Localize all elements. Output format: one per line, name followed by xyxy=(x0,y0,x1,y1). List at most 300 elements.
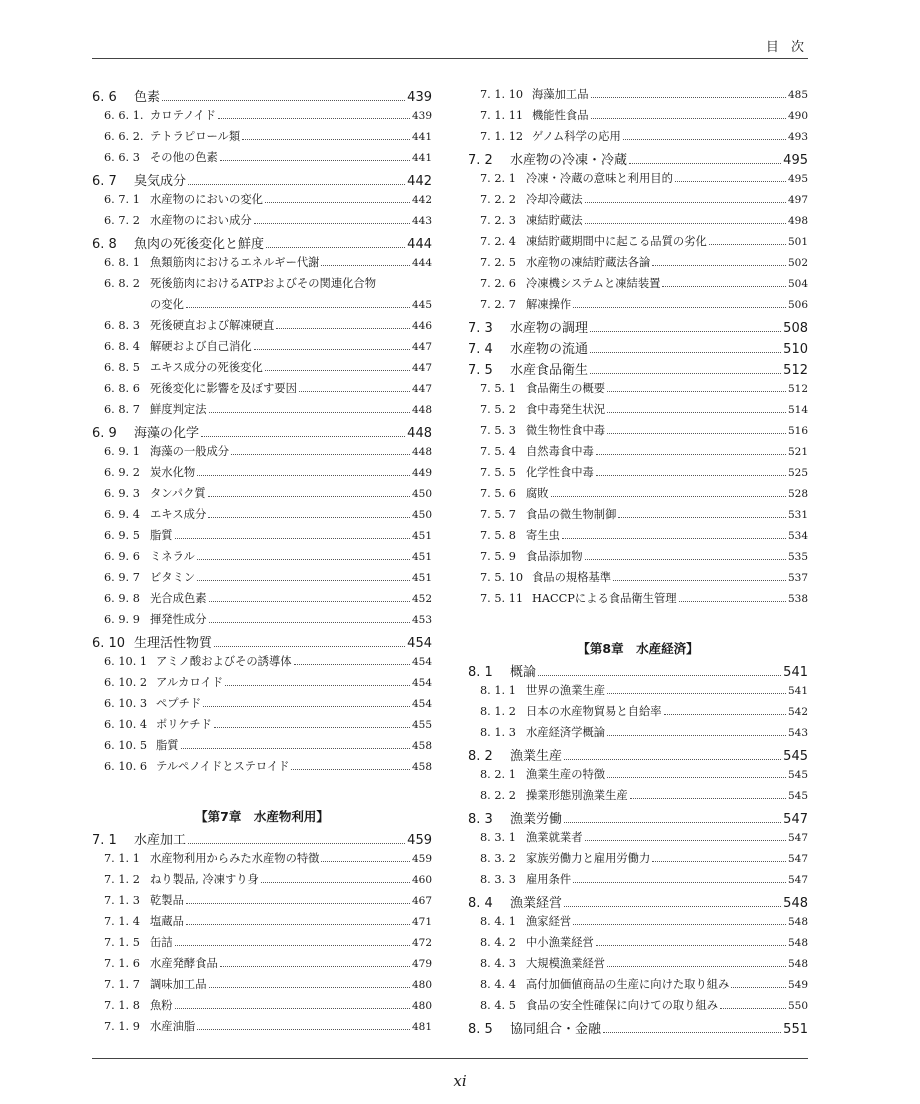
leader-dots xyxy=(662,286,786,287)
toc-entry-number: 6. 10. 6 xyxy=(104,760,148,773)
leader-dots xyxy=(186,903,410,904)
toc-subsection-entry[interactable] xyxy=(468,233,808,254)
toc-entry-number: 6. 7 xyxy=(92,174,117,189)
leader-dots xyxy=(590,373,781,374)
leader-dots xyxy=(585,840,786,841)
leader-dots xyxy=(564,759,781,760)
toc-entry-number: 6. 8. 2 xyxy=(104,277,140,290)
toc-subsection-entry[interactable] xyxy=(92,997,432,1018)
toc-subsection-entry[interactable] xyxy=(468,955,808,976)
toc-subsection-entry[interactable] xyxy=(468,275,808,296)
toc-entry-number: 6. 6 xyxy=(92,90,117,105)
toc-subsection-entry[interactable] xyxy=(468,401,808,422)
toc-entry-title: 微生物性食中毒 xyxy=(526,424,606,437)
toc-subsection-entry-continued[interactable] xyxy=(92,296,432,317)
toc-entry-page: 453 xyxy=(411,614,432,626)
toc-subsection-entry[interactable] xyxy=(92,338,432,359)
toc-entry-title: 魚類筋肉におけるエネルギー代謝 xyxy=(150,256,320,269)
leader-dots xyxy=(209,987,410,988)
toc-entry-title: 協同組合・金融 xyxy=(510,1022,602,1037)
toc-subsection-entry[interactable] xyxy=(92,871,432,892)
toc-entry-page: 458 xyxy=(411,740,432,752)
chapter-heading: 【第8章 水産経済】 xyxy=(577,641,699,656)
toc-entry-number: 8. 1. 3 xyxy=(480,726,516,739)
chapter-heading: 【第7章 水産物利用】 xyxy=(195,809,329,824)
toc-entry-title: 解凍操作 xyxy=(526,298,572,311)
toc-section-entry[interactable] xyxy=(468,338,808,359)
toc-entry-title: タンパク質 xyxy=(150,487,206,500)
leader-dots xyxy=(186,307,410,308)
toc-entry-page: 444 xyxy=(411,257,432,269)
toc-subsection-entry[interactable] xyxy=(468,934,808,955)
toc-entry-page: 514 xyxy=(787,404,808,416)
toc-entry-page: 512 xyxy=(787,383,808,395)
toc-entry-number: 6. 10. 3 xyxy=(104,697,148,710)
toc-entry-number: 8. 3. 3 xyxy=(480,873,516,886)
toc-section-entry[interactable] xyxy=(468,359,808,380)
toc-subsection-entry[interactable] xyxy=(92,275,432,296)
toc-entry-number: 6. 8. 5 xyxy=(104,361,140,374)
toc-entry-number: 8. 5 xyxy=(468,1022,493,1037)
toc-entry-page: 454 xyxy=(407,636,432,651)
toc-entry-page: 442 xyxy=(411,194,432,206)
toc-entry-page: 497 xyxy=(787,194,808,206)
toc-subsection-entry[interactable] xyxy=(92,443,432,464)
toc-subsection-entry[interactable] xyxy=(92,464,432,485)
toc-entry-page: 454 xyxy=(411,698,432,710)
toc-entry-number: 7. 5. 2 xyxy=(480,403,516,416)
toc-entry-title: 冷凍機システムと凍結装置 xyxy=(526,277,661,290)
toc-subsection-entry[interactable] xyxy=(92,128,432,149)
toc-entry-number: 7. 1. 1 xyxy=(104,852,140,865)
toc-subsection-entry[interactable] xyxy=(92,892,432,913)
toc-entry-page: 480 xyxy=(411,1000,432,1012)
toc-subsection-entry[interactable] xyxy=(468,766,808,787)
toc-entry-page: 459 xyxy=(411,853,432,865)
toc-entry-page: 537 xyxy=(787,572,808,584)
toc-entry-title: 海藻の化学 xyxy=(134,426,200,441)
toc-subsection-entry[interactable] xyxy=(92,934,432,955)
toc-subsection-entry[interactable] xyxy=(468,724,808,745)
toc-entry-page: 495 xyxy=(783,153,808,168)
leader-dots xyxy=(607,966,786,967)
toc-entry-number: 7. 1. 12 xyxy=(480,130,524,143)
leader-dots xyxy=(299,391,410,392)
toc-entry-title: 臭気成分 xyxy=(134,174,187,189)
toc-subsection-entry[interactable] xyxy=(468,506,808,527)
toc-entry-title: 水産物の流通 xyxy=(510,342,589,357)
toc-entry-title: 寄生虫 xyxy=(526,529,560,542)
leader-dots xyxy=(731,987,786,988)
toc-entry-page: 451 xyxy=(411,530,432,542)
toc-entry-title: 食品の微生物制御 xyxy=(526,508,617,521)
toc-subsection-entry[interactable] xyxy=(92,506,432,527)
toc-subsection-entry[interactable] xyxy=(468,422,808,443)
toc-entry-title: カロテノイド xyxy=(150,109,216,122)
toc-entry-title: 食品衛生の概要 xyxy=(526,382,606,395)
toc-entry-page: 447 xyxy=(411,341,432,353)
leader-dots xyxy=(197,475,410,476)
toc-entry-title: 生理活性物質 xyxy=(134,636,213,651)
toc-entry-number: 7. 2. 5 xyxy=(480,256,516,269)
toc-entry-page: 510 xyxy=(783,342,808,357)
leader-dots xyxy=(197,559,410,560)
toc-entry-number: 7. 5. 5 xyxy=(480,466,516,479)
toc-entry-number: 8. 3. 2 xyxy=(480,852,516,865)
toc-entry-page: 531 xyxy=(787,509,808,521)
leader-dots xyxy=(679,601,786,602)
toc-entry-title: 化学性食中毒 xyxy=(526,466,594,479)
toc-subsection-entry[interactable] xyxy=(92,737,432,758)
toc-entry-title: 死後変化に影響を及ぼす要因 xyxy=(150,382,297,395)
toc-entry-title: 水産物の調理 xyxy=(510,321,589,336)
toc-subsection-entry[interactable] xyxy=(468,527,808,548)
toc-subsection-entry[interactable] xyxy=(92,716,432,737)
toc-entry-title: テルペノイドとステロイド xyxy=(156,760,290,773)
toc-subsection-entry[interactable] xyxy=(92,254,432,275)
toc-entry-title: 解硬および自己消化 xyxy=(150,340,252,353)
toc-subsection-entry[interactable] xyxy=(468,976,808,997)
toc-subsection-entry[interactable] xyxy=(92,653,432,674)
toc-entry-page: 547 xyxy=(787,832,808,844)
toc-entry-page: 444 xyxy=(407,237,432,252)
toc-subsection-entry[interactable] xyxy=(468,86,808,107)
toc-subsection-entry[interactable] xyxy=(468,485,808,506)
toc-entry-title: 雇用条件 xyxy=(526,873,572,886)
toc-entry-number: 8. 1 xyxy=(468,665,493,680)
leader-dots xyxy=(294,664,410,665)
toc-subsection-entry[interactable] xyxy=(468,254,808,275)
toc-entry-page: 543 xyxy=(787,727,808,739)
toc-entry-title: テトラピロール類 xyxy=(150,130,241,143)
toc-entry-number: 7. 5. 6 xyxy=(480,487,516,500)
toc-subsection-entry[interactable] xyxy=(468,850,808,871)
toc-subsection-entry[interactable] xyxy=(468,548,808,569)
toc-entry-title: 世界の漁業生産 xyxy=(526,684,606,697)
toc-subsection-entry[interactable] xyxy=(468,380,808,401)
toc-section-entry[interactable] xyxy=(468,1018,808,1039)
toc-subsection-entry[interactable] xyxy=(92,590,432,611)
toc-entry-number: 8. 4. 5 xyxy=(480,999,516,1012)
toc-entry-number: 7. 2. 7 xyxy=(480,298,516,311)
toc-subsection-entry[interactable] xyxy=(92,1018,432,1039)
toc-entry-title: 光合成色素 xyxy=(150,592,207,605)
toc-subsection-entry[interactable] xyxy=(468,296,808,317)
toc-subsection-entry[interactable] xyxy=(92,695,432,716)
toc-entry-number: 7. 5. 4 xyxy=(480,445,516,458)
toc-subsection-entry[interactable] xyxy=(468,590,808,611)
toc-entry-page: 545 xyxy=(787,790,808,802)
toc-subsection-entry[interactable] xyxy=(468,997,808,1018)
toc-entry-page: 451 xyxy=(411,551,432,563)
toc-entry-title: 漁業経営 xyxy=(510,896,563,911)
toc-subsection-entry[interactable] xyxy=(468,191,808,212)
toc-entry-page: 439 xyxy=(411,110,432,122)
toc-section-entry[interactable] xyxy=(468,661,808,682)
toc-subsection-entry[interactable] xyxy=(92,527,432,548)
page-number: xi xyxy=(453,1072,467,1090)
toc-section-entry[interactable] xyxy=(468,149,808,170)
toc-entry-page: 548 xyxy=(783,896,808,911)
toc-section-entry[interactable] xyxy=(92,170,432,191)
leader-dots xyxy=(607,412,786,413)
toc-entry-title: 凍結貯蔵法 xyxy=(526,214,583,227)
toc-entry-title: ミネラル xyxy=(150,550,195,563)
toc-subsection-entry[interactable] xyxy=(468,128,808,149)
toc-entry-number: 8. 4. 4 xyxy=(480,978,516,991)
leader-dots xyxy=(564,822,781,823)
toc-right-column xyxy=(468,86,808,1039)
toc-entry-number: 7. 3 xyxy=(468,321,493,336)
toc-entry-page: 441 xyxy=(411,152,432,164)
leader-dots xyxy=(203,706,410,707)
toc-entry-title: エキス成分の死後変化 xyxy=(150,361,263,374)
toc-subsection-entry[interactable] xyxy=(92,569,432,590)
toc-entry-title: 水産物の凍結貯蔵法各論 xyxy=(526,256,651,269)
running-header: 目 次 xyxy=(765,40,808,55)
leader-dots xyxy=(664,714,786,715)
toc-entry-title: 冷却冷蔵法 xyxy=(526,193,583,206)
toc-entry-number: 6. 9. 2 xyxy=(104,466,140,479)
toc-entry-page: 538 xyxy=(787,593,808,605)
toc-entry-number: 6. 8. 1 xyxy=(104,256,140,269)
toc-section-entry[interactable] xyxy=(92,632,432,653)
toc-subsection-entry[interactable] xyxy=(92,955,432,976)
toc-entry-number: 7. 2. 3 xyxy=(480,214,516,227)
toc-entry-title: 魚粉 xyxy=(150,999,173,1012)
toc-entry-title: 日本の水産物貿易と自給率 xyxy=(526,705,662,718)
toc-entry-number: 8. 2 xyxy=(468,749,493,764)
toc-entry-number: 6. 8. 7 xyxy=(104,403,140,416)
toc-entry-page: 472 xyxy=(411,937,432,949)
toc-entry-title: 概論 xyxy=(510,665,537,680)
toc-subsection-entry[interactable] xyxy=(92,674,432,695)
toc-entry-number: 7. 5. 8 xyxy=(480,529,516,542)
toc-subsection-entry[interactable] xyxy=(92,758,432,779)
chapter-spacer xyxy=(468,611,808,623)
toc-subsection-entry[interactable] xyxy=(468,913,808,934)
toc-entry-number: 8. 4. 3 xyxy=(480,957,516,970)
toc-entry-title: 腐敗 xyxy=(526,487,549,500)
leader-dots xyxy=(585,223,786,224)
leader-dots xyxy=(188,184,405,185)
toc-entry-title: 水産物の冷凍・冷蔵 xyxy=(510,153,628,168)
toc-entry-number: 8. 3 xyxy=(468,812,493,827)
leader-dots xyxy=(591,97,786,98)
toc-entry-title: 漁業生産 xyxy=(510,749,563,764)
toc-section-entry[interactable] xyxy=(92,233,432,254)
toc-entry-page: 493 xyxy=(787,131,808,143)
toc-entry-page: 445 xyxy=(411,299,432,311)
toc-entry-number: 6. 8. 3 xyxy=(104,319,140,332)
toc-section-entry[interactable] xyxy=(92,86,432,107)
leader-dots xyxy=(197,580,410,581)
leader-dots xyxy=(291,769,410,770)
toc-entry-number: 7. 2. 1 xyxy=(480,172,516,185)
toc-entry-title: 漁業生産の特徴 xyxy=(526,768,606,781)
toc-entry-title: 漁業労働 xyxy=(510,812,563,827)
toc-entry-title: 中小漁業経営 xyxy=(526,936,594,949)
toc-section-entry[interactable] xyxy=(92,422,432,443)
toc-entry-number: 6. 8. 6 xyxy=(104,382,140,395)
toc-entry-number: 7. 1. 11 xyxy=(480,109,524,122)
toc-entry-page: 458 xyxy=(411,761,432,773)
toc-entry-title: 脂質 xyxy=(156,739,179,752)
leader-dots xyxy=(265,370,410,371)
toc-subsection-entry[interactable] xyxy=(468,871,808,892)
toc-entry-title: 水産物利用からみた水産物の特徴 xyxy=(150,852,320,865)
toc-entry-page: 454 xyxy=(411,677,432,689)
toc-entry-title: エキス成分 xyxy=(150,508,207,521)
toc-subsection-entry[interactable] xyxy=(92,191,432,212)
toc-entry-number: 7. 5. 3 xyxy=(480,424,516,437)
leader-dots xyxy=(242,139,410,140)
leader-dots xyxy=(254,349,410,350)
toc-subsection-entry[interactable] xyxy=(92,380,432,401)
toc-entry-number: 6. 6. 1. xyxy=(104,109,144,122)
toc-entry-page: 550 xyxy=(787,1000,808,1012)
toc-entry-page: 542 xyxy=(787,706,808,718)
toc-subsection-entry[interactable] xyxy=(92,401,432,422)
toc-section-entry[interactable] xyxy=(468,745,808,766)
toc-entry-number: 7. 1. 3 xyxy=(104,894,140,907)
toc-entry-number: 6. 9 xyxy=(92,426,117,441)
toc-entry-page: 541 xyxy=(787,685,808,697)
toc-entry-page: 481 xyxy=(411,1021,432,1033)
toc-entry-number: 8. 2. 2 xyxy=(480,789,516,802)
toc-entry-number: 7. 5. 9 xyxy=(480,550,516,563)
toc-entry-title: 死後硬直および解凍硬直 xyxy=(150,319,275,332)
toc-subsection-entry[interactable] xyxy=(468,464,808,485)
toc-entry-page: 446 xyxy=(411,320,432,332)
toc-subsection-entry[interactable] xyxy=(468,682,808,703)
toc-entry-title: その他の色素 xyxy=(150,151,218,164)
toc-entry-page: 480 xyxy=(411,979,432,991)
toc-subsection-entry[interactable] xyxy=(92,611,432,632)
toc-entry-number: 7. 2. 2 xyxy=(480,193,516,206)
toc-entry-number: 8. 1. 1 xyxy=(480,684,516,697)
toc-subsection-entry[interactable] xyxy=(468,569,808,590)
leader-dots xyxy=(607,433,786,434)
toc-entry-page: 528 xyxy=(787,488,808,500)
leader-dots xyxy=(720,1008,786,1009)
toc-subsection-entry[interactable] xyxy=(468,829,808,850)
toc-subsection-entry[interactable] xyxy=(92,548,432,569)
leader-dots xyxy=(201,436,405,437)
toc-section-entry[interactable] xyxy=(468,317,808,338)
toc-section-entry[interactable] xyxy=(468,808,808,829)
leader-dots xyxy=(214,646,405,647)
toc-subsection-entry[interactable] xyxy=(92,976,432,997)
toc-subsection-entry[interactable] xyxy=(468,703,808,724)
toc-entry-page: 448 xyxy=(411,404,432,416)
leader-dots xyxy=(709,244,786,245)
leader-dots xyxy=(613,580,786,581)
toc-entry-number: 8. 4. 1 xyxy=(480,915,516,928)
toc-entry-number: 6. 6. 3 xyxy=(104,151,140,164)
leader-dots xyxy=(607,735,786,736)
toc-subsection-entry[interactable] xyxy=(92,212,432,233)
leader-dots xyxy=(321,861,409,862)
toc-subsection-entry[interactable] xyxy=(92,850,432,871)
toc-entry-page: 548 xyxy=(787,958,808,970)
toc-entry-title: ねり製品, 冷凍すり身 xyxy=(150,873,259,886)
toc-entry-title: 操業形態別漁業生産 xyxy=(526,789,628,802)
toc-entry-number: 7. 1. 4 xyxy=(104,915,140,928)
toc-subsection-entry[interactable] xyxy=(92,913,432,934)
toc-entry-title: 家族労働力と雇用労働力 xyxy=(526,852,651,865)
toc-entry-title: 水産油脂 xyxy=(150,1020,196,1033)
leader-dots xyxy=(573,882,786,883)
toc-entry-number: 7. 1. 9 xyxy=(104,1020,140,1033)
toc-entry-page: 449 xyxy=(411,467,432,479)
leader-dots xyxy=(225,685,410,686)
toc-subsection-entry[interactable] xyxy=(468,170,808,191)
toc-entry-title: 海藻の一般成分 xyxy=(150,445,230,458)
leader-dots xyxy=(208,496,410,497)
toc-entry-number: 7. 1. 10 xyxy=(480,88,524,101)
leader-dots xyxy=(209,412,410,413)
toc-entry-page: 447 xyxy=(411,362,432,374)
leader-dots xyxy=(175,945,410,946)
toc-subsection-entry[interactable] xyxy=(92,359,432,380)
toc-entry-title: 調味加工品 xyxy=(150,978,207,991)
toc-subsection-entry[interactable] xyxy=(468,787,808,808)
leader-dots xyxy=(265,202,410,203)
toc-subsection-entry[interactable] xyxy=(468,212,808,233)
toc-section-entry[interactable] xyxy=(468,892,808,913)
leader-dots xyxy=(623,139,786,140)
toc-subsection-entry[interactable] xyxy=(468,443,808,464)
toc-subsection-entry[interactable] xyxy=(92,149,432,170)
toc-entry-page: 547 xyxy=(783,812,808,827)
toc-entry-number: 7. 1. 8 xyxy=(104,999,140,1012)
toc-entry-number: 6. 9. 1 xyxy=(104,445,140,458)
leader-dots xyxy=(162,100,405,101)
leader-dots xyxy=(220,160,410,161)
toc-entry-page: 460 xyxy=(411,874,432,886)
toc-subsection-entry[interactable] xyxy=(92,485,432,506)
toc-entry-title-continued: の変化 xyxy=(150,298,184,311)
toc-entry-number: 6. 7. 1 xyxy=(104,193,140,206)
toc-entry-page: 467 xyxy=(411,895,432,907)
leader-dots xyxy=(231,454,410,455)
toc-subsection-entry[interactable] xyxy=(92,107,432,128)
leader-dots xyxy=(596,454,786,455)
toc-entry-number: 7. 1. 2 xyxy=(104,873,140,886)
toc-subsection-entry[interactable] xyxy=(92,317,432,338)
toc-entry-page: 547 xyxy=(787,853,808,865)
leader-dots xyxy=(538,675,781,676)
toc-entry-number: 6. 9. 9 xyxy=(104,613,140,626)
toc-subsection-entry[interactable] xyxy=(468,107,808,128)
toc-section-entry[interactable] xyxy=(92,829,432,850)
toc-entry-number: 7. 2. 4 xyxy=(480,235,516,248)
leader-dots xyxy=(596,475,786,476)
toc-entry-page: 535 xyxy=(787,551,808,563)
toc-entry-number: 7. 5. 1 xyxy=(480,382,516,395)
toc-entry-page: 455 xyxy=(411,719,432,731)
toc-entry-number: 7. 5. 7 xyxy=(480,508,516,521)
toc-entry-page: 448 xyxy=(407,426,432,441)
toc-entry-page: 452 xyxy=(411,593,432,605)
leader-dots xyxy=(209,601,410,602)
toc-entry-title: ペプチド xyxy=(156,697,202,710)
toc-entry-page: 501 xyxy=(787,236,808,248)
leader-dots xyxy=(214,727,410,728)
leader-dots xyxy=(220,966,410,967)
toc-entry-title: ビタミン xyxy=(150,571,196,584)
